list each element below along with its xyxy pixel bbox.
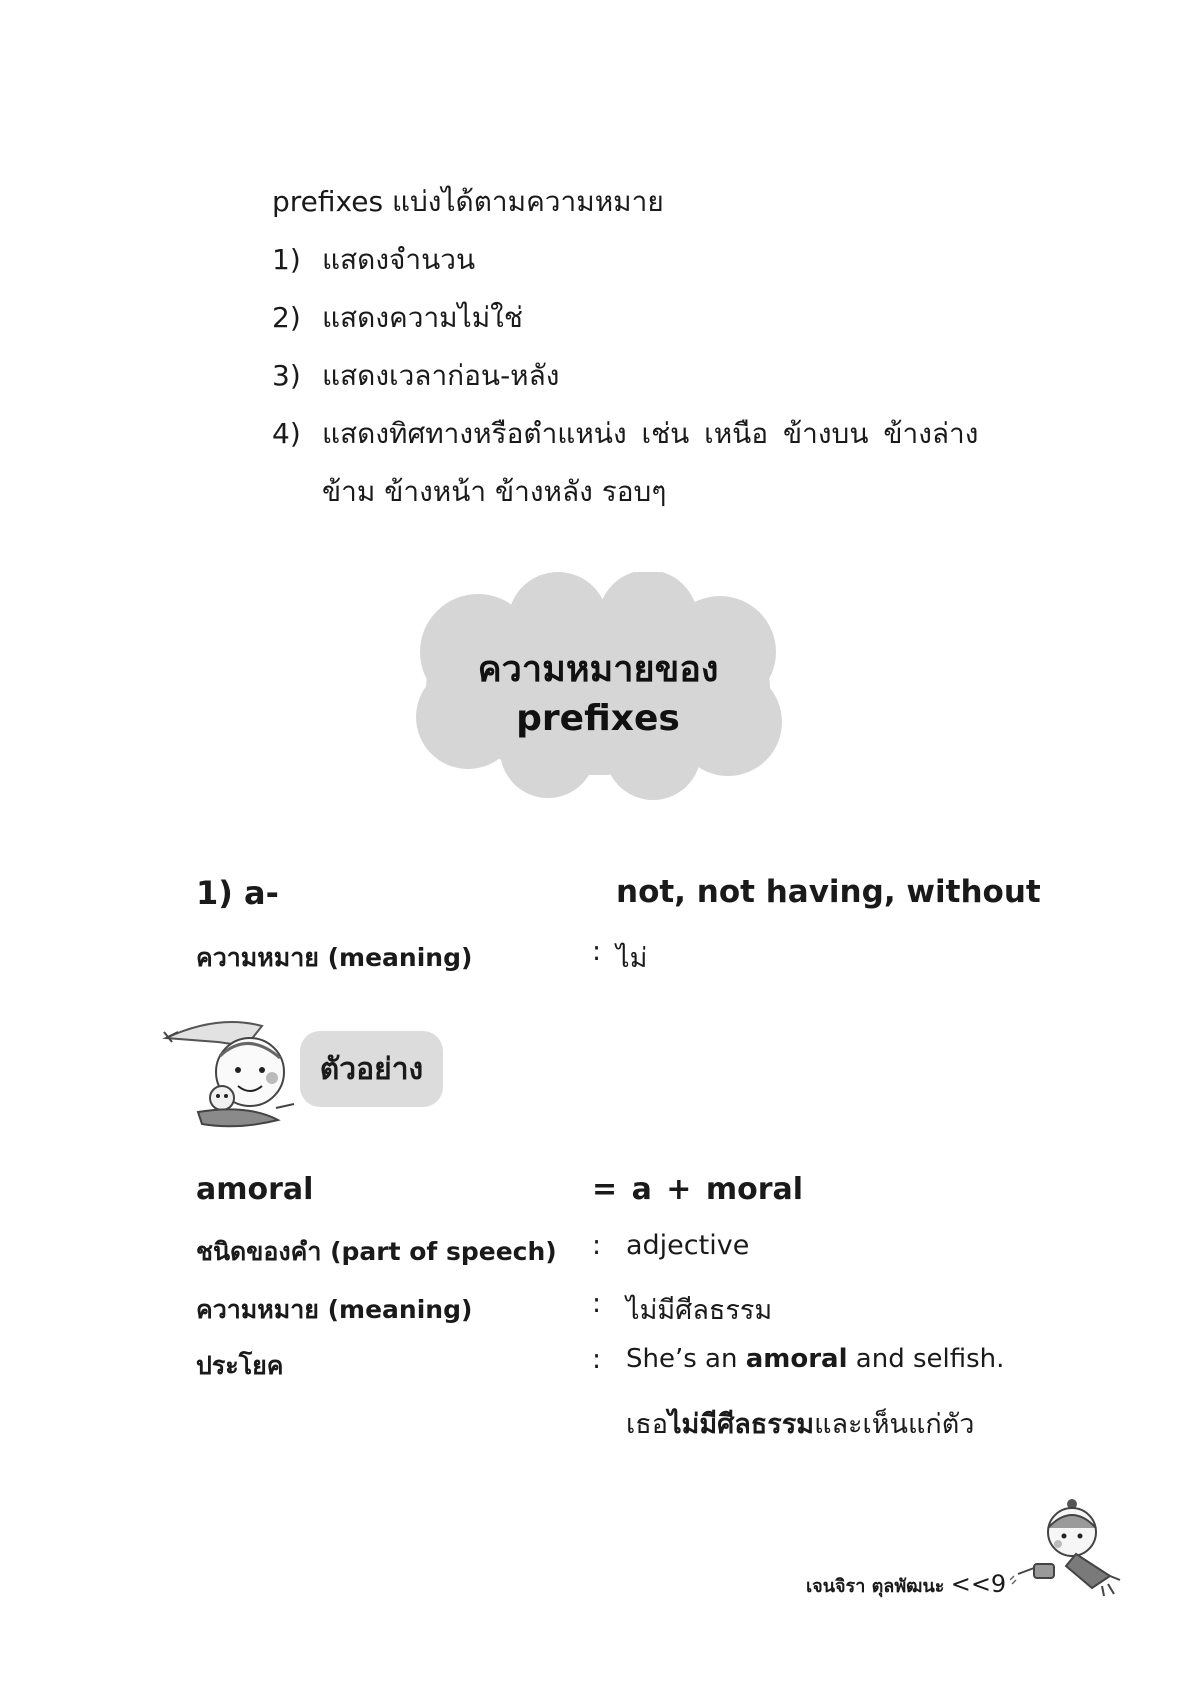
intro-item-text: แสดงจำนวน [322,243,476,276]
girl-mascot-icon [158,1012,298,1132]
intro-item-text: แสดงความไม่ใช่ [322,301,523,334]
word-meaning-label: ความหมาย (meaning) [196,1295,473,1324]
intro-item-text: แสดงทิศทางหรือตำแหน่ง เช่น เหนือ ข้างบน ข้างล่าง [322,417,979,450]
intro-item-number: 3) [272,359,301,392]
word-formation: = a + moral [592,1172,804,1207]
word-meaning-colon: : [592,1288,602,1319]
footer-page-number: 9 [990,1570,1007,1598]
intro-item-text: แสดงเวลาก่อน-หลัง [322,359,560,392]
meaning-colon: : [592,936,602,967]
intro-heading: prefixes แบ่งได้ตามความหมาย [272,185,664,218]
cloud-title-line-2: prefixes [516,698,680,739]
sentence-th-highlight: ไม่มีศีลธรรม [667,1409,815,1440]
meaning-label: ความหมาย (meaning) [196,943,473,972]
intro-item-3 [272,359,560,392]
sentence-th-before: เธอ [626,1409,668,1440]
intro-item-2 [272,301,523,334]
footer-page-label [806,1570,1006,1600]
example-tag: ตัวอย่าง [300,1031,443,1107]
word-meaning-value: ไม่มีศีลธรรม [626,1295,773,1326]
part-of-speech-label: ชนิดของคำ (part of speech) [196,1237,557,1266]
sentence-en-highlight: amoral [745,1344,848,1374]
example-sentence-thai [626,1402,974,1445]
footer-author: เจนจิรา ตุลพัฒนะ [806,1576,945,1597]
cloud-title-line-1: ความหมายของ [477,649,719,690]
part-of-speech-colon: : [592,1230,602,1261]
intro-item-1 [272,243,476,276]
watering-girl-icon [1010,1496,1126,1600]
part-of-speech-value: adjective [626,1230,750,1261]
intro-item-4 [272,417,979,450]
footer-separator: << [950,1570,991,1598]
example-sentence-english [626,1344,1004,1374]
prefix-heading: 1) a- [196,874,279,912]
intro-item-number: 2) [272,301,301,334]
sentence-label: ประโยค [196,1351,284,1380]
prefix-english-meaning: not, not having, without [616,874,1041,910]
sentence-colon: : [592,1344,602,1375]
sentence-en-after: and selfish. [847,1344,1005,1374]
sentence-th-after: และเห็นแก่ตัว [814,1409,975,1440]
intro-item-number: 1) [272,243,301,276]
meaning-value: ไม่ [616,943,648,974]
intro-item-number: 4) [272,417,301,450]
example-word: amoral [196,1172,314,1207]
sentence-en-before: She’s an [626,1344,746,1374]
intro-item-4-continuation: ข้าม ข้างหน้า ข้างหลัง รอบๆ [322,475,667,508]
